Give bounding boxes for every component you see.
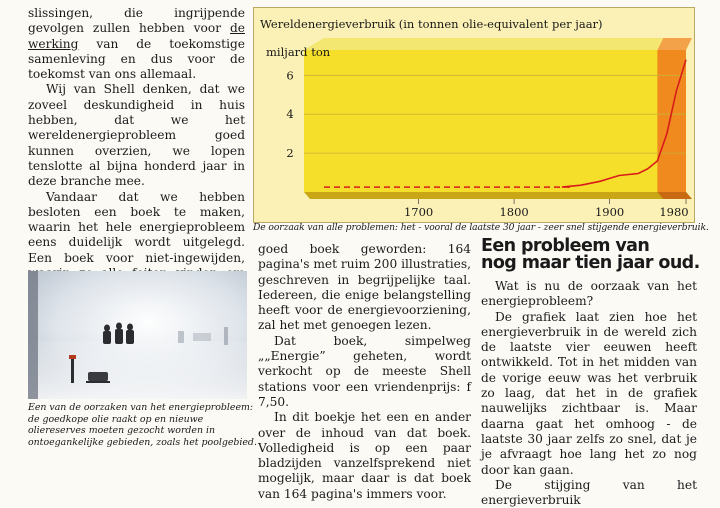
y-tick-label: 6 [286, 68, 294, 83]
paragraph: Dat boek, simpelweg „„Energie” geheten, wordt verkocht op de meeste Shell stations voor een vriendenprijs: f 7,50. [258, 333, 471, 409]
chart-caption: De oorzaak van alle problemen: het - vooral de laatste 30 jaar - zeer snel stijgende energieverbruik. [253, 222, 709, 233]
y-axis-label: miljard ton [266, 45, 331, 59]
x-tick-label: 1700 [403, 205, 434, 219]
right-text-column [481, 279, 697, 508]
section-headline: Een probleem van nog maar tien jaar oud. [481, 236, 700, 273]
plot-area [304, 50, 686, 192]
energy-chart [253, 7, 695, 223]
paragraph: goed boek geworden: 164 pagina's met ruim 200 illustraties, geschreven in begrijpelijke taal. Iedereen, die enige belangstelling heeft voor de energievoorziening, zal het met genoegen lezen. [258, 242, 471, 333]
chart-title: Wereldenergieverbruik (in tonnen olie-equivalent per jaar) [260, 17, 603, 31]
paragraph: In dit boekje het een en ander over de inhoud van dat boek. Volledigheid is op een paar bladzijden vanzelfsprekend niet mogelijk, maar daar is dat boek van 164 pagina's immers voor. [258, 410, 471, 501]
arctic-photo [28, 271, 247, 399]
x-tick-label: 1980 [659, 205, 689, 219]
y-tick-label: 4 [286, 107, 294, 122]
paragraph: Wat is nu de oorzaak van het energieprobleem? [481, 279, 697, 309]
paragraph: De grafiek laat zien hoe het energieverbruik in de wereld zich de laatste vier eeuwen heeft ontwikkeld. Tot in het midden van de vorige eeuw was het verbruik zo laag, dat het in de grafiek nauwelijks zichtbaar is. Maar daarna gaat het omhoog - de laatste 30 jaar zelfs zo snel, dat je je afvraagt hoe lang het zo nog door kan gaan. [481, 309, 697, 477]
photo-caption: Een van de oorzaken van het energieprobleem: de goedkope olie raakt op en nieuwe oliereserves moeten gezocht worden in ontoegankelijke gebieden, zoals het poolgebied. [28, 402, 257, 448]
underlined-phrase: de werking [28, 21, 245, 51]
plot-bottom-face [304, 192, 692, 199]
recent-period-highlight-top [657, 38, 692, 50]
x-tick-label: 1800 [499, 205, 529, 219]
plot-top-face [304, 38, 692, 50]
middle-text-column [258, 242, 471, 502]
paragraph: Vandaar dat we hebben besloten een boek te maken, waarin het hele energieprobleem eens duidelijk wordt uitgelegd. Een boek voor niet-ingewijden, [28, 189, 245, 265]
paragraph: slissingen, die ingrijpende gevolgen zullen hebben voor de werking van de toekomstige samenleving en dus voor de toekomst van ons allemaal. [28, 6, 245, 82]
recent-period-highlight-bottom [657, 192, 692, 199]
x-tick-label: 1900 [594, 205, 625, 219]
paragraph: De stijging van het energieverbruik [481, 477, 697, 508]
y-tick-label: 2 [286, 146, 294, 161]
paragraph: Wij van Shell denken, dat we zoveel deskundigheid in huis hebben, dat we het wereldenergieprobleem goed kunnen overzien, we lopen tenslotte al bijna honderd jaar in deze branche mee. [28, 82, 245, 189]
